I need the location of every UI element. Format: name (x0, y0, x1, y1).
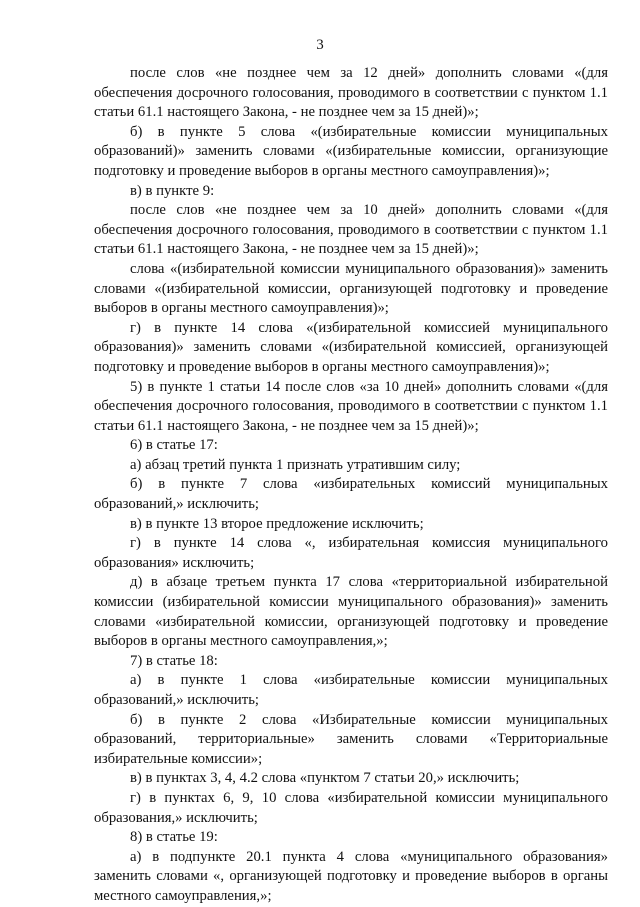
paragraph: после слов «не позднее чем за 12 дней» дополнить словами «(для обеспечения досрочного голосования, проводимого в соответствии с пунктом 1.1 статьи 61.1 настоящего Закона, - не позднее чем за 15 дней)»; (94, 65, 608, 121)
paragraph: б) в пункте 7 слова «избирательных комиссий муниципальных образований,» исключить; (94, 476, 608, 513)
paragraph: г) в пункте 14 слова «(избирательной комиссией муниципального образования)» заменить словами «(избирательной комиссией, организующей подготовку и проведение выборов в органы местного самоуправления)»; (94, 319, 608, 375)
paragraph: а) в подпункте 20.1 пункта 4 слова «муниципального образования» заменить словами «, организующей подготовку и проведение выборов в органы местного самоуправления,»; (94, 848, 608, 904)
paragraph: б) в пункте 5 слова «(избирательные комиссии муниципальных образований)» заменить словами «(избирательные комиссии, организующие подготовку и проведение выборов в органы местного самоуправления)»; (94, 123, 608, 179)
paragraph: после слов «не позднее чем за 10 дней» дополнить словами «(для обеспечения досрочного голосования, проводимого в соответствии с пунктом 1.1 статьи 61.1 настоящего Закона, - не позднее чем за 15 дней)»; (94, 202, 608, 258)
paragraph: д) в абзаце третьем пункта 17 слова «территориальной избирательной комиссии (избирательной комиссии муниципального образования)» заменить словами «избирательной комиссии, организующей подготовку и проведение выборов в органы местного самоуправления,»; (94, 574, 608, 650)
page-number: 3 (316, 37, 324, 53)
paragraph: слова «(избирательной комиссии муниципального образования)» заменить словами «(избирательной комиссии, организующей подготовку и проведение выборов в органы местного самоуправления)»; (94, 260, 608, 317)
paragraph: 5) в пункте 1 статьи 14 после слов «за 10 дней» дополнить словами «(для обеспечения досрочного голосования, проводимого в соответствии с пунктом 1.1 статьи 61.1 настоящего Закона, - не позднее чем за 15 дней)»; (94, 378, 608, 434)
paragraph: г) в пункте 14 слова «, избирательная комиссия муниципального образования» исключить; (94, 535, 608, 571)
paragraph: в) в пунктах 3, 4, 4.2 слова «пунктом 7 статьи 20,» исключить; (130, 770, 520, 787)
paragraph: в) в пункте 13 второе предложение исключить; (130, 515, 424, 532)
paragraph: а) абзац третий пункта 1 признать утратившим силу; (130, 456, 461, 473)
paragraph: б) в пункте 2 слова «Избирательные комиссии муниципальных образований, территориальные» заменить словами «Территориальные избирательные комиссии»; (94, 711, 608, 767)
paragraph: г) в пунктах 6, 9, 10 слова «избирательной комиссии муниципального образования,» исключить; (94, 789, 608, 826)
paragraph: а) в пункте 1 слова «избирательные комиссии муниципальных образований,» исключить; (94, 672, 608, 708)
paragraph: 8) в статье 19: (130, 829, 218, 846)
paragraph: 6) в статье 17: (130, 437, 218, 454)
paragraph: 7) в статье 18: (130, 652, 218, 669)
paragraph: в) в пункте 9: (130, 182, 215, 199)
document-body (94, 64, 608, 907)
